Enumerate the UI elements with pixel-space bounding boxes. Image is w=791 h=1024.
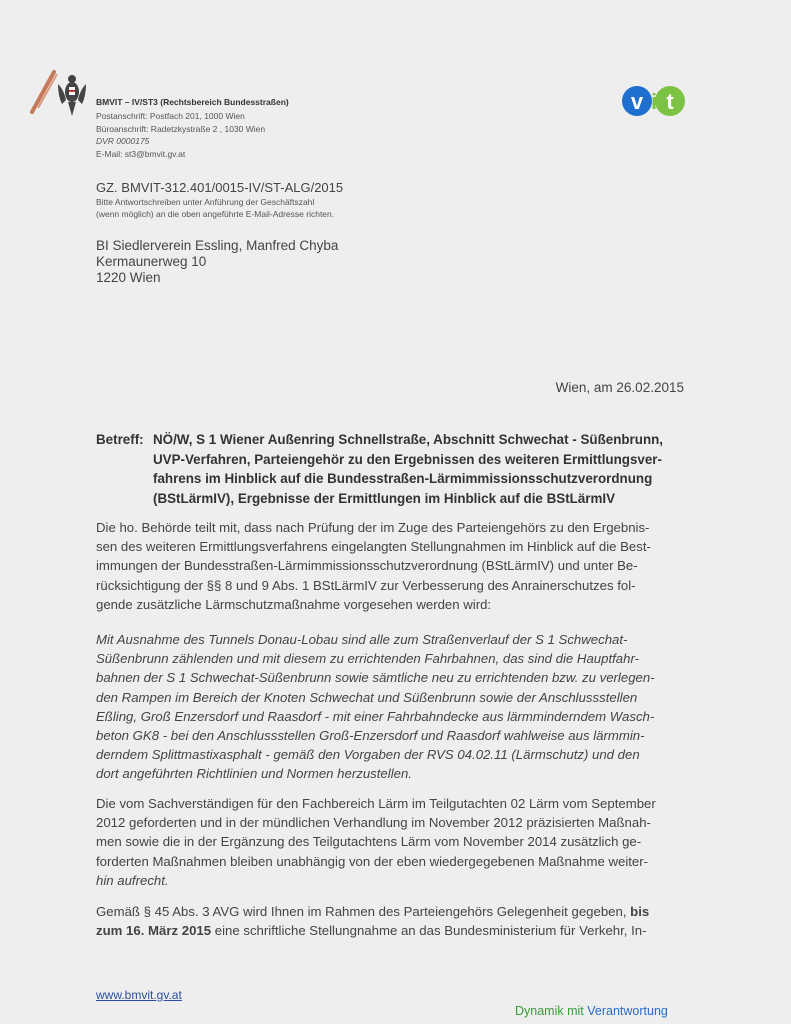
text-line: bahnen der S 1 Schwechat-Süßenbrunn sowie sämtliche neu zu errichtenden bzw. zu verlegen- [96, 670, 655, 686]
text-line: forderten Maßnahmen bleiben unabhängig von der eben wiedergegebenen Maßnahme weiter- [96, 853, 649, 869]
reference-note-line: Bitte Antwortschreiben unter Anführung der Geschäftszahl [96, 197, 315, 207]
slogan-part-dynamik: Dynamik mit [515, 1004, 584, 1018]
federal-eagle-logo [28, 68, 90, 120]
email: E-Mail: st3@bmvit.gv.at [96, 148, 186, 159]
svg-text:t: t [666, 89, 674, 114]
text-line: beton GK8 - bei den Anschlussstellen Groß-Enzersdorf und Raasdorf wahlweise aus lärmmin- [96, 728, 645, 744]
recipient-name: BI Siedlerverein Essling, Manfred Chyba [96, 238, 339, 253]
text-line: den Rampen im Bereich der Knoten Schwechat und Süßenbrunn sowie der Anschlussstellen [96, 689, 638, 705]
text-line: gende zusätzliche Lärmschutzmaßnahme vorgesehen werden wird: [96, 596, 492, 612]
text-line [96, 921, 684, 940]
subject-line: (BStLärmIV), Ergebnisse der Ermittlungen im Hinblick auf die BStLärmIV [153, 490, 616, 506]
bmvit-logo [620, 82, 692, 120]
paragraph-deadline [96, 902, 684, 940]
slogan [515, 1004, 668, 1018]
text-line: immungen der Bundesstraßen-Lärmimmissionsschutzverordnung (BStLärmIV) und unter Be- [96, 558, 638, 574]
text-line: Eßling, Groß Enzersdorf und Raasdorf - mit einer Fahrbahndecke aus lärmminderndem Wasch- [96, 708, 655, 724]
recipient-city: 1220 Wien [96, 270, 161, 285]
text-line [96, 902, 684, 921]
paragraph-intro [96, 518, 684, 614]
contact-block [96, 110, 265, 160]
paragraph-measure [96, 630, 684, 784]
text-line: derndem Splittmastixasphalt - gemäß den Vorgaben der RVS 04.02.11 (Lärmschutz) und den [96, 747, 640, 763]
org-line: BMVIT – IV/ST3 (Rechtsbereich Bundesstraßen) [96, 97, 289, 107]
deadline-date: zum 16. März 2015 [96, 923, 212, 939]
text-line: Süßenbrunn zählenden und mit diesem zu errichtenden Fahrbahnen, das sind die Hauptfahr- [96, 651, 639, 667]
reference-note-line: (wenn möglich) an die oben angeführte E-Mail-Adresse richten. [96, 209, 335, 219]
text-line: rücksichtigung der §§ 8 und 9 Abs. 1 BStLärmIV zur Verbesserung des Anrainerschutzes fol- [96, 577, 636, 593]
text-run: eine schriftliche Stellungnahme an das Bundesministerium für Verkehr, In- [211, 923, 647, 939]
dvr-number: DVR 0000175 [96, 136, 150, 146]
website-link[interactable]: www.bmvit.gv.at [96, 988, 182, 1002]
paragraph-expert [96, 794, 684, 890]
subject-line: NÖ/W, S 1 Wiener Außenring Schnellstraße, Abschnitt Schwechat - Süßenbrunn, [153, 432, 664, 447]
svg-text:v: v [630, 89, 644, 114]
reference-note [96, 196, 334, 220]
text-line: Die vom Sachverständigen für den Fachbereich Lärm im Teilgutachten 02 Lärm vom September [96, 796, 656, 811]
subject-text [153, 430, 684, 508]
file-reference: GZ. BMVIT-312.401/0015-IV/ST-ALG/2015 [96, 180, 344, 195]
text-line: 2012 geforderten und in der mündlichen Verhandlung im November 2012 präzisierten Maßnah- [96, 815, 651, 831]
subject-line: fahrens im Hinblick auf die Bundesstraßen-Lärmimmissionsschutzverordnung [153, 471, 653, 486]
text-line: men sowie die in der Ergänzung des Teilgutachtens Lärm vom November 2014 zusätzlich ge- [96, 834, 642, 850]
postal-address: Postanschrift: Postfach 201, 1000 Wien [96, 111, 245, 121]
subject-line: UVP-Verfahren, Parteiengehör zu den Ergebnissen des weiteren Ermittlungsver- [153, 451, 662, 467]
text-line: dort angeführten Richtlinien und Normen herzustellen. [96, 766, 412, 782]
text-run: Gemäß § 45 Abs. 3 AVG wird Ihnen im Rahmen des Parteiengehörs Gelegenheit gegeben, [96, 904, 631, 919]
svg-text:i: i [650, 89, 658, 114]
text-line: Die ho. Behörde teilt mit, dass nach Prüfung der im Zuge des Parteiengehörs zu den Ergebnis- [96, 520, 650, 535]
text-line: sen des weiteren Ermittlungsverfahrens eingelangten Stellungnahmen im Hinblick auf die Best- [96, 539, 651, 555]
recipient-street: Kermaunerweg 10 [96, 254, 207, 269]
text-line: Mit Ausnahme des Tunnels Donau-Lobau sind alle zum Straßenverlauf der S 1 Schwechat- [96, 632, 628, 647]
text-line: hin aufrecht. [96, 872, 169, 888]
deadline-bold: bis [630, 904, 650, 919]
recipient-address [96, 238, 338, 286]
subject-label: Betreff: [96, 432, 144, 447]
letter-date: Wien, am 26.02.2015 [555, 380, 684, 395]
office-address: Büroanschrift: Radetzkystraße 2 , 1030 Wien [96, 123, 266, 134]
slogan-part-verantwortung: Verantwortung [583, 1004, 668, 1018]
